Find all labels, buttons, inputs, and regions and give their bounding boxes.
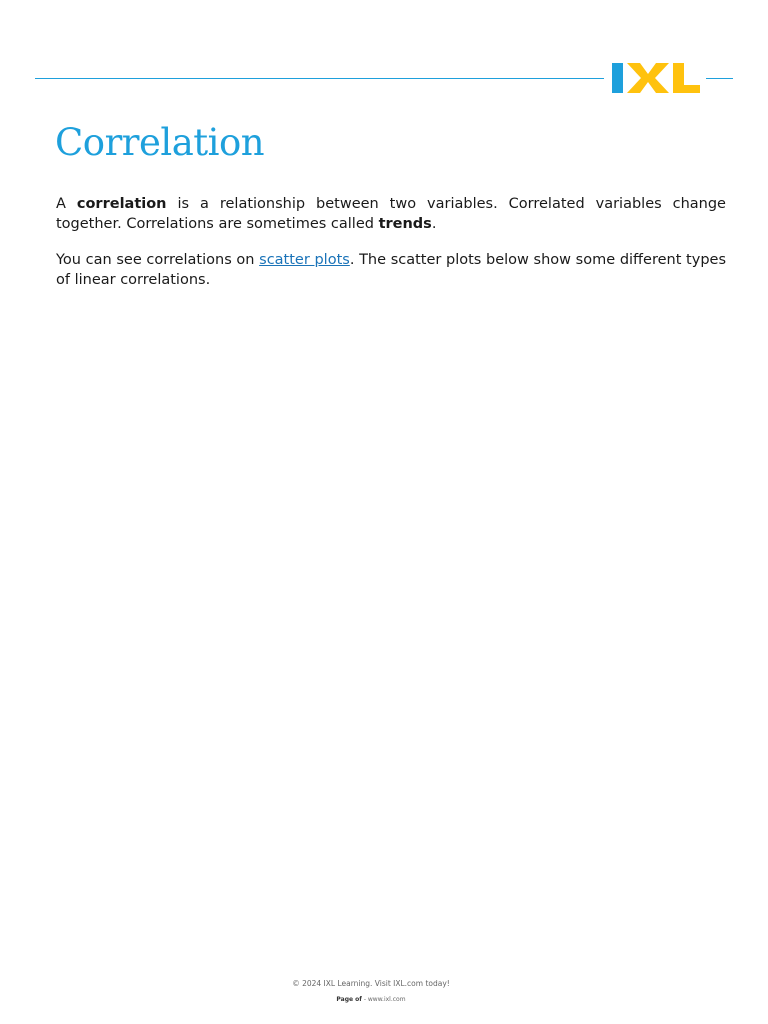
scatter-plots-link[interactable]: scatter plots <box>259 252 350 268</box>
header-rule-right <box>706 78 733 79</box>
footer-site-link[interactable]: www.ixl.com <box>367 996 406 1003</box>
footer-page-info: Page of - www.ixl.com <box>336 996 406 1003</box>
scatter-plot-paragraph: You can see correlations on scatter plots. The scatter plots below show some different types of linear correlations. <box>56 252 726 288</box>
footer-copyright: © 2024 IXL Learning. Visit IXL.com today! <box>292 979 450 988</box>
ixl-logo <box>612 62 700 94</box>
term-trends: trends <box>378 216 432 232</box>
header-rule-left <box>35 78 604 79</box>
definition-paragraph: A correlation is a relationship between two variables. Correlated variables change together. Correlations are sometimes called trends. <box>56 196 726 232</box>
lesson-content <box>56 194 726 306</box>
page-number-label: Page of <box>336 996 362 1003</box>
term-correlation: correlation <box>76 196 167 212</box>
page-title: Correlation <box>55 121 265 164</box>
